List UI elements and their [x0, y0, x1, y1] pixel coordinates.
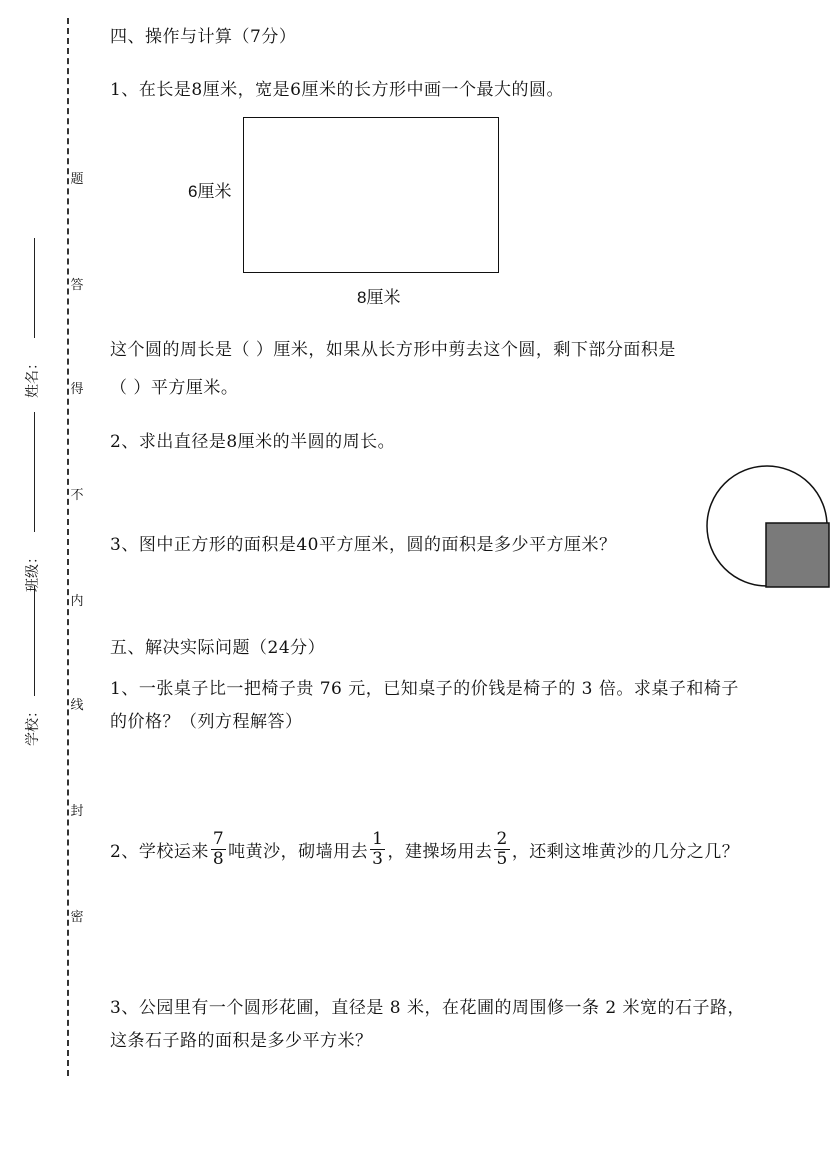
frac-den: 3: [372, 848, 384, 869]
class-blank-line[interactable]: [34, 412, 35, 532]
margin-char: 不: [70, 488, 84, 503]
s5-q2-part3: ，建操场用去: [387, 841, 493, 862]
frac-den: 5: [496, 848, 508, 869]
s5-q3-line1: 3、公园里有一个圆形花圃，直径是 8 米，在花圃的周围修一条 2 米宽的石子路，: [110, 998, 746, 1018]
margin-char: 得: [70, 382, 84, 397]
margin-char: 内: [70, 594, 84, 609]
s5-q3-line2: 这条石子路的面积是多少平方米？: [110, 1031, 373, 1051]
margin-char: 线: [70, 698, 84, 713]
fraction-1-3: [370, 830, 385, 868]
s4-q1-fill-line2: （ ）平方厘米。: [110, 378, 239, 398]
square-shape: [766, 523, 829, 587]
s5-q2-part1: 2、学校运来: [110, 841, 209, 862]
fraction-7-8: [211, 830, 226, 868]
s4-q2-text: 2、求出直径是8厘米的半圆的周长。: [110, 432, 396, 452]
s4-q3-text: 3、图中正方形的面积是40平方厘米，圆的面积是多少平方厘米？: [110, 535, 617, 555]
frac-den: 8: [212, 848, 225, 869]
section4-heading: 四、操作与计算（7分）: [110, 27, 297, 47]
class-label: 班级：: [25, 550, 41, 592]
binding-dashed-line: [67, 18, 69, 1076]
s5-q2-part4: ，还剩这堆黄沙的几分之几？: [511, 841, 740, 862]
frac-num: 2: [496, 829, 508, 849]
s5-q2-line: [110, 830, 739, 868]
frac-num: 1: [372, 829, 384, 849]
margin-char: 题: [70, 172, 84, 187]
fraction-2-5: [494, 830, 509, 868]
margin-char: 密: [70, 910, 84, 925]
s5-q2-part2: 吨黄沙，砌墙用去: [228, 841, 369, 862]
school-blank-line[interactable]: [34, 586, 35, 696]
s5-q1-line1: 1、一张桌子比一把椅子贵 76 元，已知桌子的价钱是椅子的 3 倍。求桌子和椅子: [110, 679, 739, 699]
s5-q1-line2: 的价格？（列方程解答）: [110, 712, 303, 732]
length-label: 8厘米: [357, 288, 401, 307]
school-label: 学校：: [25, 704, 41, 746]
width-label: 6厘米: [188, 182, 232, 201]
rectangle-figure: [243, 117, 499, 273]
frac-num: 7: [212, 829, 225, 849]
name-blank-line[interactable]: [34, 238, 35, 338]
s4-q1-fill-line1: 这个圆的周长是（ ）厘米，如果从长方形中剪去这个圆，剩下部分面积是: [110, 340, 676, 360]
s4-q1-text: 1、在长是8厘米，宽是6厘米的长方形中画一个最大的圆。: [110, 80, 564, 100]
section5-heading: 五、解决实际问题（24分）: [110, 638, 326, 658]
margin-char: 答: [70, 278, 84, 293]
circle-square-figure: [700, 462, 831, 592]
name-label: 姓名：: [25, 356, 41, 398]
margin-char: 封: [70, 804, 84, 819]
